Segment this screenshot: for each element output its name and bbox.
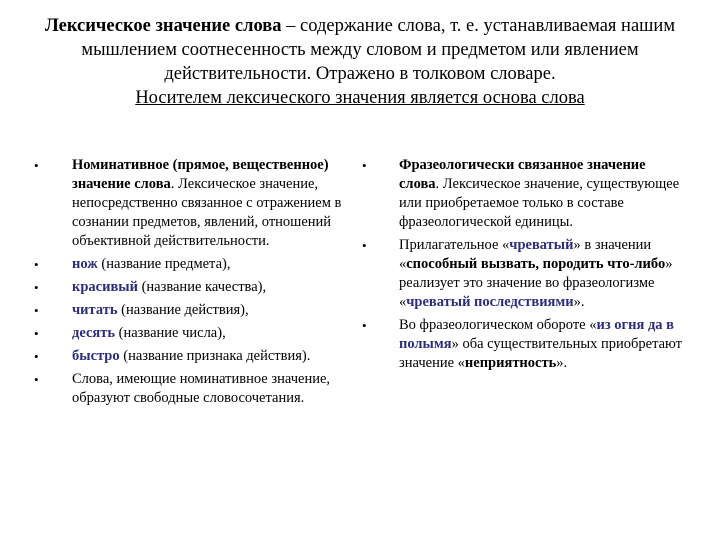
example-word: десять [72,325,116,341]
text-fragment: Прилагательное « [399,237,510,253]
bullet-icon: • [34,372,39,387]
phraseological-definition: . Лексическое значение, существующее или приобретаемое только в составе фразеологической единицы. [399,176,680,230]
list-item [34,370,352,408]
list-item [34,324,352,343]
list-item [34,347,352,366]
bullet-icon: • [362,318,367,333]
right-column [362,156,688,377]
list-item [34,156,352,251]
example-word: красивый [72,279,138,295]
text-fragment: » реализует это значение во фразеологизме « [399,256,673,310]
text-fragment: ». [573,294,585,310]
bullet-icon: • [34,257,39,272]
bullet-icon: • [34,303,39,318]
list-item [362,236,688,312]
example-note: (название признака действия). [119,348,311,364]
nominative-term: Номинативное (прямое, вещественное) значение слова [72,157,329,192]
text-fragment: ». [556,355,568,371]
bullet-icon: • [34,349,39,364]
example-word: читать [72,302,118,318]
bullet-icon: • [362,238,367,253]
idiom-example: из огня да в полымя [399,317,675,352]
bullet-icon: • [34,158,39,173]
list-item [362,316,688,373]
nominative-definition: . Лексическое значение, непосредственно связанное с отражением в сознании предметов, явлений, отношений объективной действительности. [72,176,342,249]
text-fragment: Во фразеологическом обороте « [399,317,597,333]
example-note: (название качества), [137,279,267,295]
example-word: чреватый [509,237,574,253]
text-fragment: » в значении « [399,237,652,272]
carrier-statement: Носителем лексического значения является основа слова [135,88,585,108]
bullet-icon: • [34,326,39,341]
example-note: (название действия), [117,302,249,318]
term-lexical-meaning: Лексическое значение слова [44,16,282,36]
slide-header [20,14,700,110]
nominative-list [34,156,352,408]
bullet-icon: • [34,280,39,295]
definition-rest: – содержание слова, т. е. устанавливаемая нашим мышлением соотнесенность между словом и предметом или явлением действительности. Отражено в толковом словаре. [81,16,676,84]
meaning-word: неприятность [464,355,557,371]
text-fragment: » оба существительных приобретают значение « [399,336,683,371]
list-item [34,301,352,320]
list-item [362,156,688,232]
list-item [34,255,352,274]
example-note: (название предмета), [97,256,231,272]
example-word: быстро [72,348,120,364]
phraseological-list [362,156,688,373]
definition-text [20,14,700,86]
meaning-phrase: способный вызвать, породить что-либо [406,256,666,272]
idiom-example: чреватый последствиями [406,294,574,310]
left-column [34,156,352,412]
phraseological-term: Фразеологически связанное значение слова [399,157,646,192]
example-word: нож [72,256,98,272]
example-note: (название числа), [115,325,226,341]
bullet-icon: • [362,158,367,173]
summary-text: Слова, имеющие номинативное значение, образуют свободные словосочетания. [72,371,331,406]
list-item [34,278,352,297]
